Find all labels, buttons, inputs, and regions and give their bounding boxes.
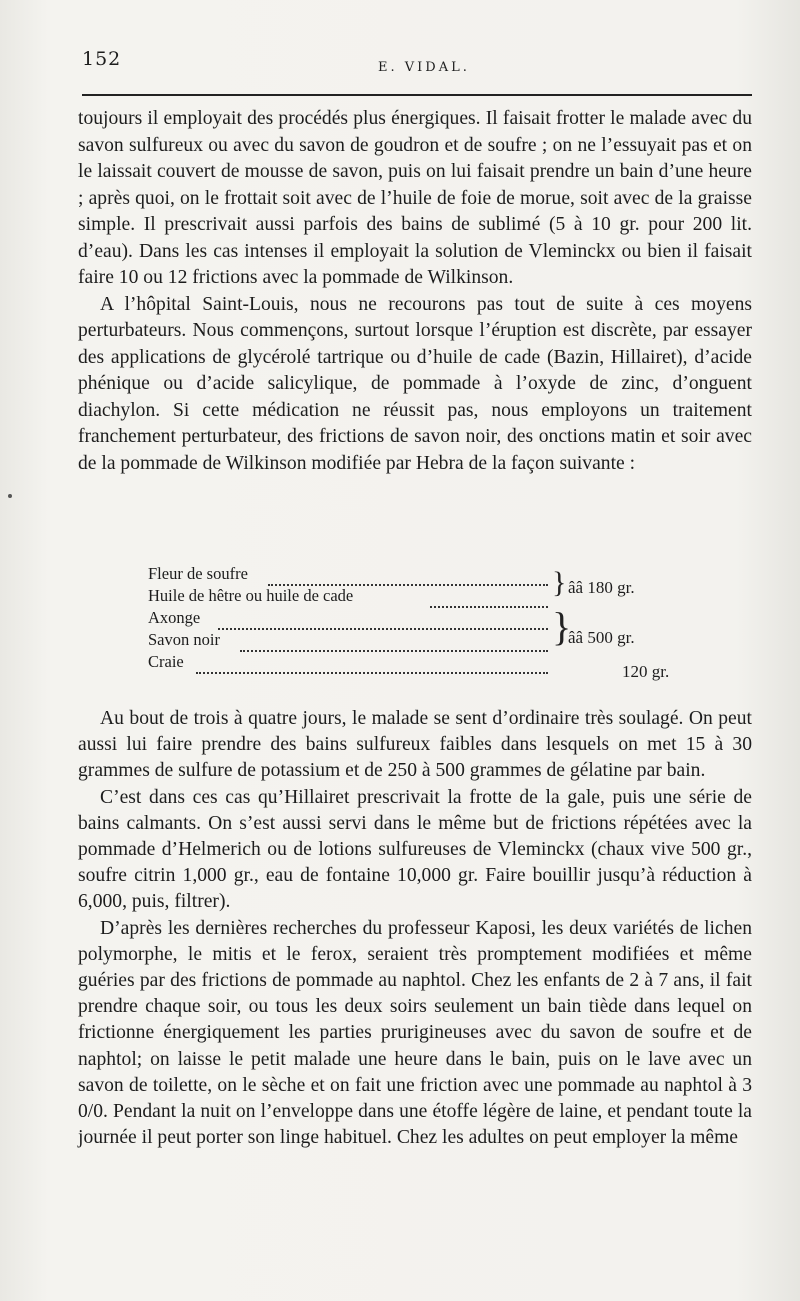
leader-dots — [218, 608, 548, 630]
paragraph-3: Au bout de trois à quatre jours, le malade se sent d’ordinaire très soulagé. On peut aussi lui faire prendre des bains sulfureux faibles dans lesquels on met 15 à 30 grammes de sulfure de potassium et de 250 à 500 grammes de gélatine par bain. — [78, 708, 752, 782]
text-block-bottom — [78, 706, 752, 1151]
brace-group-1: } — [552, 566, 567, 599]
leader-dots — [240, 630, 548, 652]
paragraph-1: toujours il employait des procédés plus énergiques. Il faisait frotter le malade avec du savon sulfureux ou avec du savon de goudron et de soufre ; on ne l’essuyait pas et on le laissait couvert de mousse de savon, puis on lui faisait prendre un bain d’une heure ; après quoi, on le frottait soit avec de l’huile de foie de morue, soit avec de la graisse simple. Il prescrivait aussi parfois des bains de sublimé (5 à 10 gr. pour 200 lit. d’eau). Dans les cas intenses il employait la solution de Vleminckx ou bien il faisait faire 10 ou 12 frictions avec la pommade de Wilkinson. — [78, 108, 752, 288]
leader-dots — [430, 586, 548, 608]
page-header — [82, 44, 752, 84]
quantity-group-2: ââ 500 gr. — [568, 628, 635, 647]
header-rule — [82, 94, 752, 96]
ingredient-name: Savon noir — [148, 630, 220, 649]
paragraph-4: C’est dans ces cas qu’Hillairet prescrivait la frotte de la gale, puis une série de bains calmants. On s’est aussi servi dans le même but de frictions répétées avec la pommade d’Helmerich ou de lotions sulfureuses de Vleminckx (chaux vive 500 gr., soufre citrin 1,000 gr., eau de fontaine 10,000 gr. Faire bouillir jusqu’à réduction à 6,000, puis, filtrer). — [78, 786, 752, 913]
ingredient-name: Fleur de soufre — [148, 564, 248, 583]
margin-speck — [8, 494, 12, 498]
paragraph-2: A l’hôpital Saint-Louis, nous ne recourons pas tout de suite à ces moyens perturbateurs. Nous commençons, surtout lorsque l’éruption est discrète, par essayer des applications de glycérolé tartrique ou d’huile de cade (Bazin, Hillairet), d’acide phénique ou d’acide salicylique, de pommade à l’oxyde de zinc, d’onguent diachylon. Si cette médication ne réussit pas, nous employons un traitement franchement perturbateur, des frictions de savon noir, des onctions matin et soir avec de la pommade de Wilkinson modifiée par Hebra de la façon suivante : — [78, 293, 752, 474]
paragraph-5: D’après les dernières recherches du professeur Kaposi, les deux variétés de lichen polymorphe, le mitis et le ferox, seraient très promptement modifiées et même guéries par des frictions de pommade au naphtol. Chez les enfants de 2 à 7 ans, il fait prendre chaque soir, ou tous les deux soirs seulement un bain tiède dans lequel on frictionne énergiquement les parties prurigineuses avec du savon de soufre et de naphtol; on laisse le petit malade une heure dans le bain, puis on le lave avec un savon de toilette, on le sèche et on fait une friction avec une pommade au naphtol à 3 0/0. Pendant la nuit on l’enveloppe dans une étoffe légère de laine, et pendant toute la journée il peut porter son linge habituel. Chez les adultes on peut employer la même — [78, 917, 752, 1149]
ingredient-name: Craie — [148, 652, 184, 671]
page-number: 152 — [82, 48, 122, 70]
leader-dots — [268, 564, 548, 586]
running-head: E. VIDAL. — [378, 60, 470, 75]
quantity-group-1: ââ 180 gr. — [568, 578, 635, 597]
ingredient-name: Huile de hêtre ou huile de cade — [148, 586, 354, 605]
formula-row — [148, 608, 708, 630]
text-block-top — [78, 106, 752, 477]
brace-group-2: } — [552, 604, 572, 649]
formula-block — [148, 564, 708, 681]
ingredient-name: Axonge — [148, 608, 201, 627]
quantity-craie: 120 gr. — [622, 662, 670, 681]
leader-dots — [196, 652, 548, 674]
